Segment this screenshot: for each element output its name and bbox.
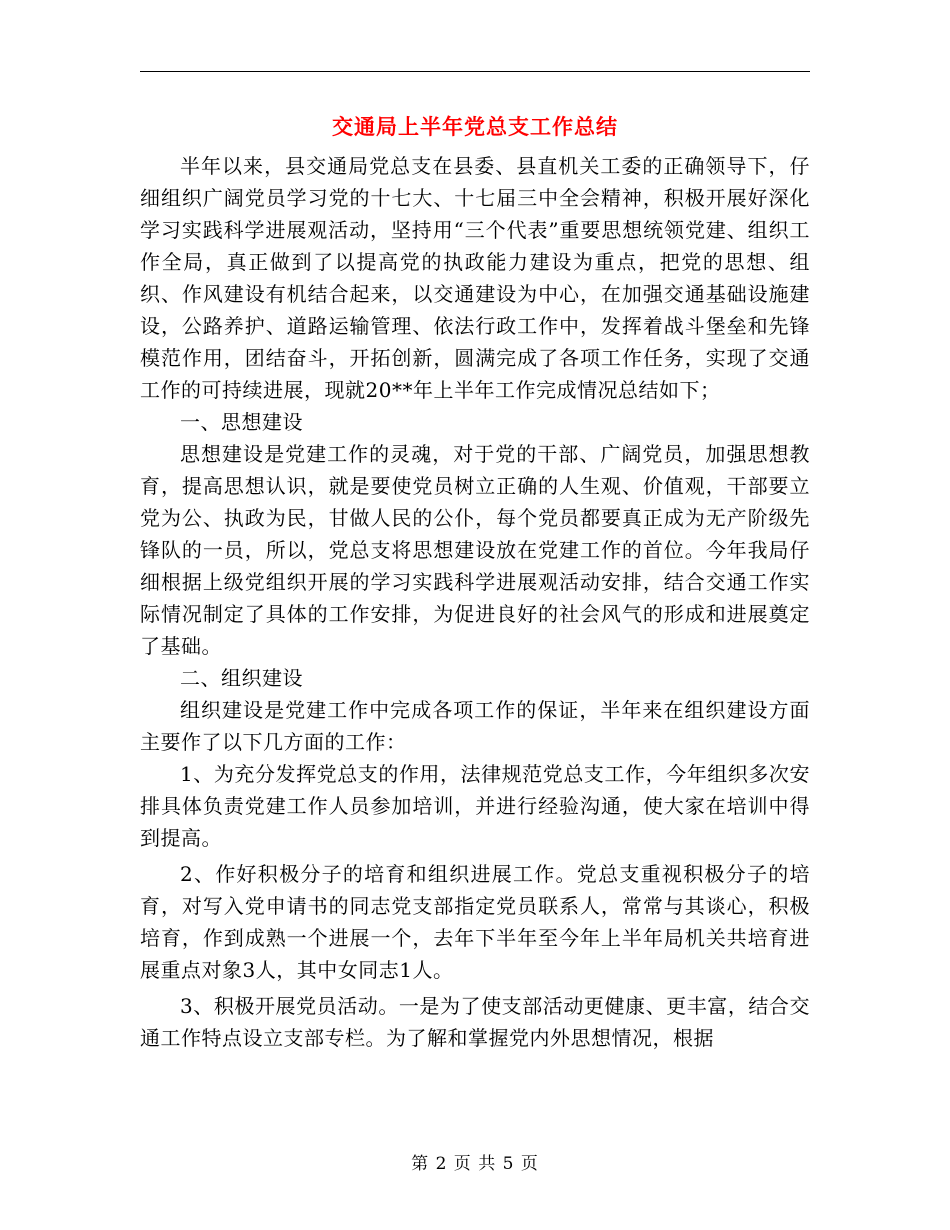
section-heading-organization: 二、组织建设 <box>180 666 303 690</box>
organization-intro-paragraph: 组织建设是党建工作中完成各项工作的保证，半年来在组织建设方面主要作了以下几方面的工作： <box>140 698 810 754</box>
organization-item-2: 2、作好积极分子的培育和组织进展工作。党总支重视积极分子的培育，对写入党申请书的同志党支部指定党员联系人，常常与其谈心，积极培育，作到成熟一个进展一个，去年下半年至今年上半年局机关共培育进展重点对象3人，其中女同志1人。 <box>140 862 810 982</box>
document-body <box>140 150 810 1054</box>
document-title: 交通局上半年党总支工作总结 <box>332 114 618 139</box>
ideology-paragraph: 思想建设是党建工作的灵魂，对于党的干部、广阔党员，加强思想教育，提高思想认识，就是要使党员树立正确的人生观、价值观，干部要立党为公、执政为民，甘做人民的公仆，每个党员都要真正成为无产阶级先锋队的一员，所以，党总支将思想建设放在党建工作的首位。今年我局仔细根据上级党组织开展的学习实践科学进展观活动安排，结合交通工作实际情况制定了具体的工作安排，为促进良好的社会风气的形成和进展奠定了基础。 <box>140 442 810 658</box>
intro-paragraph: 半年以来，县交通局党总支在县委、县直机关工委的正确领导下，仔细组织广阔党员学习党的十七大、十七届三中全会精神，积极开展好深化学习实践科学进展观活动，坚持用“三个代表”重要思想统领党建、组织工作全局，真正做到了以提高党的执政能力建设为重点，把党的思想、组织、作风建设有机结合起来，以交通建设为中心，在加强交通基础设施建设，公路养护、道路运输管理、依法行政工作中，发挥着战斗堡垒和先锋模范作用，团结奋斗，开拓创新，圆满完成了各项工作任务，实现了交通工作的可持续进展，现就20**年上半年工作完成情况总结如下； <box>140 154 810 402</box>
page-number-footer: 第 2 页 共 5 页 <box>411 1154 539 1174</box>
section-heading-ideology: 一、思想建设 <box>180 410 303 434</box>
organization-item-1: 1、为充分发挥党总支的作用，法律规范党总支工作，今年组织多次安排具体负责党建工作人员参加培训，并进行经验沟通，使大家在培训中得到提高。 <box>140 762 810 850</box>
organization-item-3: 3、积极开展党员活动。一是为了使支部活动更健康、更丰富，结合交通工作特点设立支部专栏。为了解和掌握党内外思想情况，根据 <box>140 994 810 1050</box>
header-rule <box>140 71 810 72</box>
